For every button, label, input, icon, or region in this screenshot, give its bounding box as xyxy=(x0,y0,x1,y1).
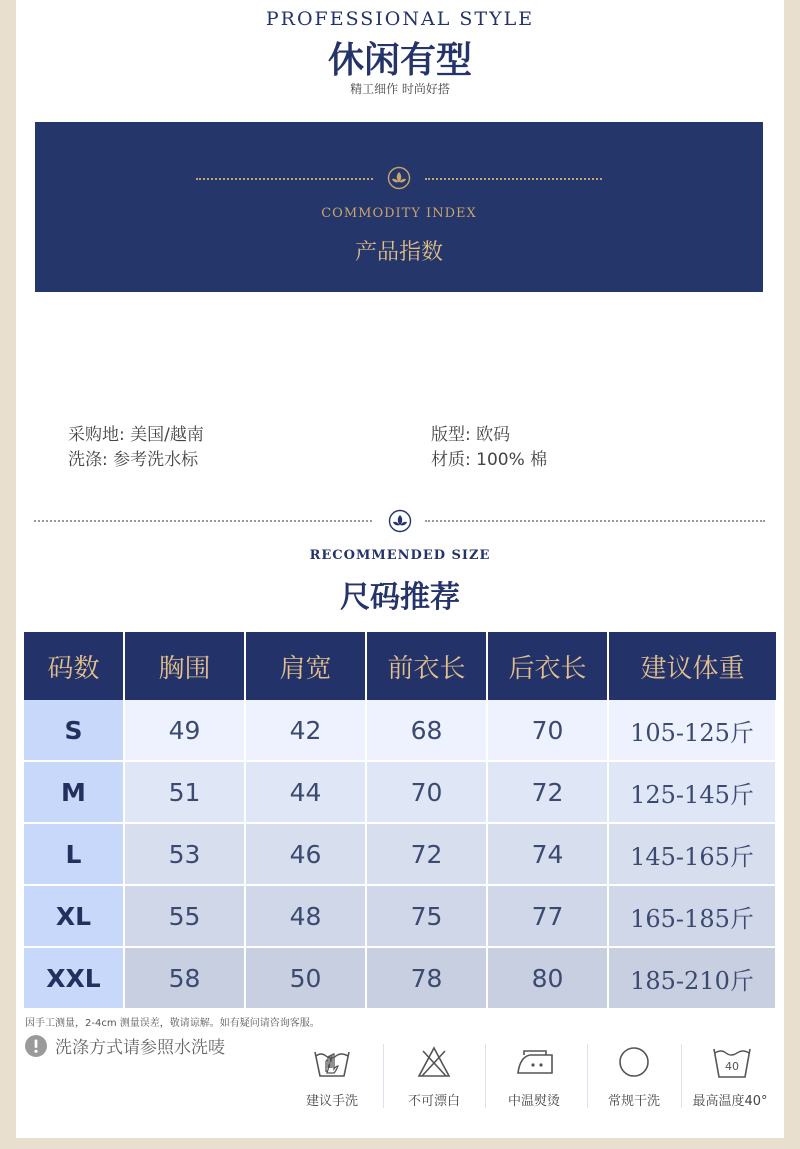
back-length-cell: 72 xyxy=(487,761,608,823)
header-eyebrow: PROFESSIONAL STYLE xyxy=(265,8,535,30)
chest-cell: 58 xyxy=(124,947,245,1009)
shoulder-cell: 44 xyxy=(245,761,366,823)
care-item-max-temp xyxy=(682,1040,782,1109)
header-title: 休闲有型 xyxy=(327,40,472,81)
front-length-cell: 75 xyxy=(366,885,487,947)
size-code-cell: L xyxy=(24,823,124,885)
care-item-hand-wash xyxy=(282,1040,382,1109)
care-label: 不可漂白 xyxy=(407,1094,460,1109)
weight-cell: 185-210斤 xyxy=(608,947,776,1009)
no-bleach-icon xyxy=(416,1045,452,1079)
back-length-cell: 77 xyxy=(487,885,608,947)
lotus-icon xyxy=(388,509,412,533)
recommended-title: 尺码推荐 xyxy=(340,580,460,615)
material-info: 材质: 100% 棉 xyxy=(431,450,548,470)
front-length-cell: 72 xyxy=(366,823,487,885)
size-divider-right xyxy=(425,520,765,522)
table-row xyxy=(24,823,776,885)
wash-notice-text: 洗涤方式请参照水洗唛 xyxy=(55,1038,225,1058)
chest-cell: 55 xyxy=(124,885,245,947)
header-subtitle: 精工细作 时尚好搭 xyxy=(350,82,450,96)
header-front-length: 前衣长 xyxy=(366,632,487,700)
header-shoulder: 肩宽 xyxy=(245,632,366,700)
care-label: 常规干洗 xyxy=(607,1094,660,1109)
weight-cell: 145-165斤 xyxy=(608,823,776,885)
exclamation-icon xyxy=(25,1035,47,1057)
chest-cell: 51 xyxy=(124,761,245,823)
size-table xyxy=(24,632,777,1010)
front-length-cell: 68 xyxy=(366,700,487,761)
size-divider-left xyxy=(34,520,372,522)
dry-clean-icon xyxy=(617,1045,651,1079)
size-code-cell: S xyxy=(24,700,124,761)
header-weight: 建议体重 xyxy=(608,632,776,700)
weight-cell: 105-125斤 xyxy=(608,700,776,761)
header-back-length: 后衣长 xyxy=(487,632,608,700)
care-label: 中温熨烫 xyxy=(507,1094,560,1109)
care-label: 建议手洗 xyxy=(305,1094,358,1109)
front-length-cell: 78 xyxy=(366,947,487,1009)
chest-cell: 49 xyxy=(124,700,245,761)
header-size-code: 码数 xyxy=(24,632,124,700)
measurement-note: 因手工测量，2-4cm 测量误差，敬请谅解。如有疑问请咨询客服。 xyxy=(25,1018,320,1029)
weight-cell: 125-145斤 xyxy=(608,761,776,823)
table-row xyxy=(24,700,776,761)
table-row xyxy=(24,761,776,823)
size-code-cell: XXL xyxy=(24,947,124,1009)
table-row xyxy=(24,885,776,947)
hand-wash-icon xyxy=(312,1044,352,1080)
size-code-cell: M xyxy=(24,761,124,823)
shoulder-cell: 48 xyxy=(245,885,366,947)
care-item-dry-clean xyxy=(584,1040,684,1109)
lotus-icon xyxy=(387,166,411,190)
divider-dots-left xyxy=(196,178,373,180)
size-table-header xyxy=(24,632,776,700)
temp-value: 40 xyxy=(725,1060,739,1073)
wash-notice xyxy=(25,1033,225,1058)
back-length-cell: 70 xyxy=(487,700,608,761)
care-item-no-bleach xyxy=(384,1040,484,1109)
shoulder-cell: 42 xyxy=(245,700,366,761)
origin-info: 采购地: 美国/越南 xyxy=(68,425,204,445)
product-detail-page xyxy=(16,0,784,1138)
back-length-cell: 74 xyxy=(487,823,608,885)
chest-cell: 53 xyxy=(124,823,245,885)
fit-info: 版型: 欧码 xyxy=(431,425,511,445)
care-item-iron xyxy=(484,1040,584,1109)
commodity-title: 产品指数 xyxy=(354,240,443,265)
care-label: 最高温度40° xyxy=(692,1094,768,1109)
max-temp-40-icon xyxy=(711,1043,753,1081)
table-row xyxy=(24,947,776,1009)
size-code-cell: XL xyxy=(24,885,124,947)
shoulder-cell: 50 xyxy=(245,947,366,1009)
commodity-eyebrow: COMMODITY INDEX xyxy=(321,206,477,221)
weight-cell: 165-185斤 xyxy=(608,885,776,947)
commodity-index-banner xyxy=(35,122,763,292)
wash-info: 洗涤: 参考洗水标 xyxy=(68,450,199,470)
recommended-eyebrow: RECOMMENDED SIZE xyxy=(309,548,491,563)
header-chest: 胸围 xyxy=(124,632,245,700)
back-length-cell: 80 xyxy=(487,947,608,1009)
medium-iron-icon xyxy=(512,1047,556,1077)
divider-dots-right xyxy=(425,178,602,180)
front-length-cell: 70 xyxy=(366,761,487,823)
shoulder-cell: 46 xyxy=(245,823,366,885)
